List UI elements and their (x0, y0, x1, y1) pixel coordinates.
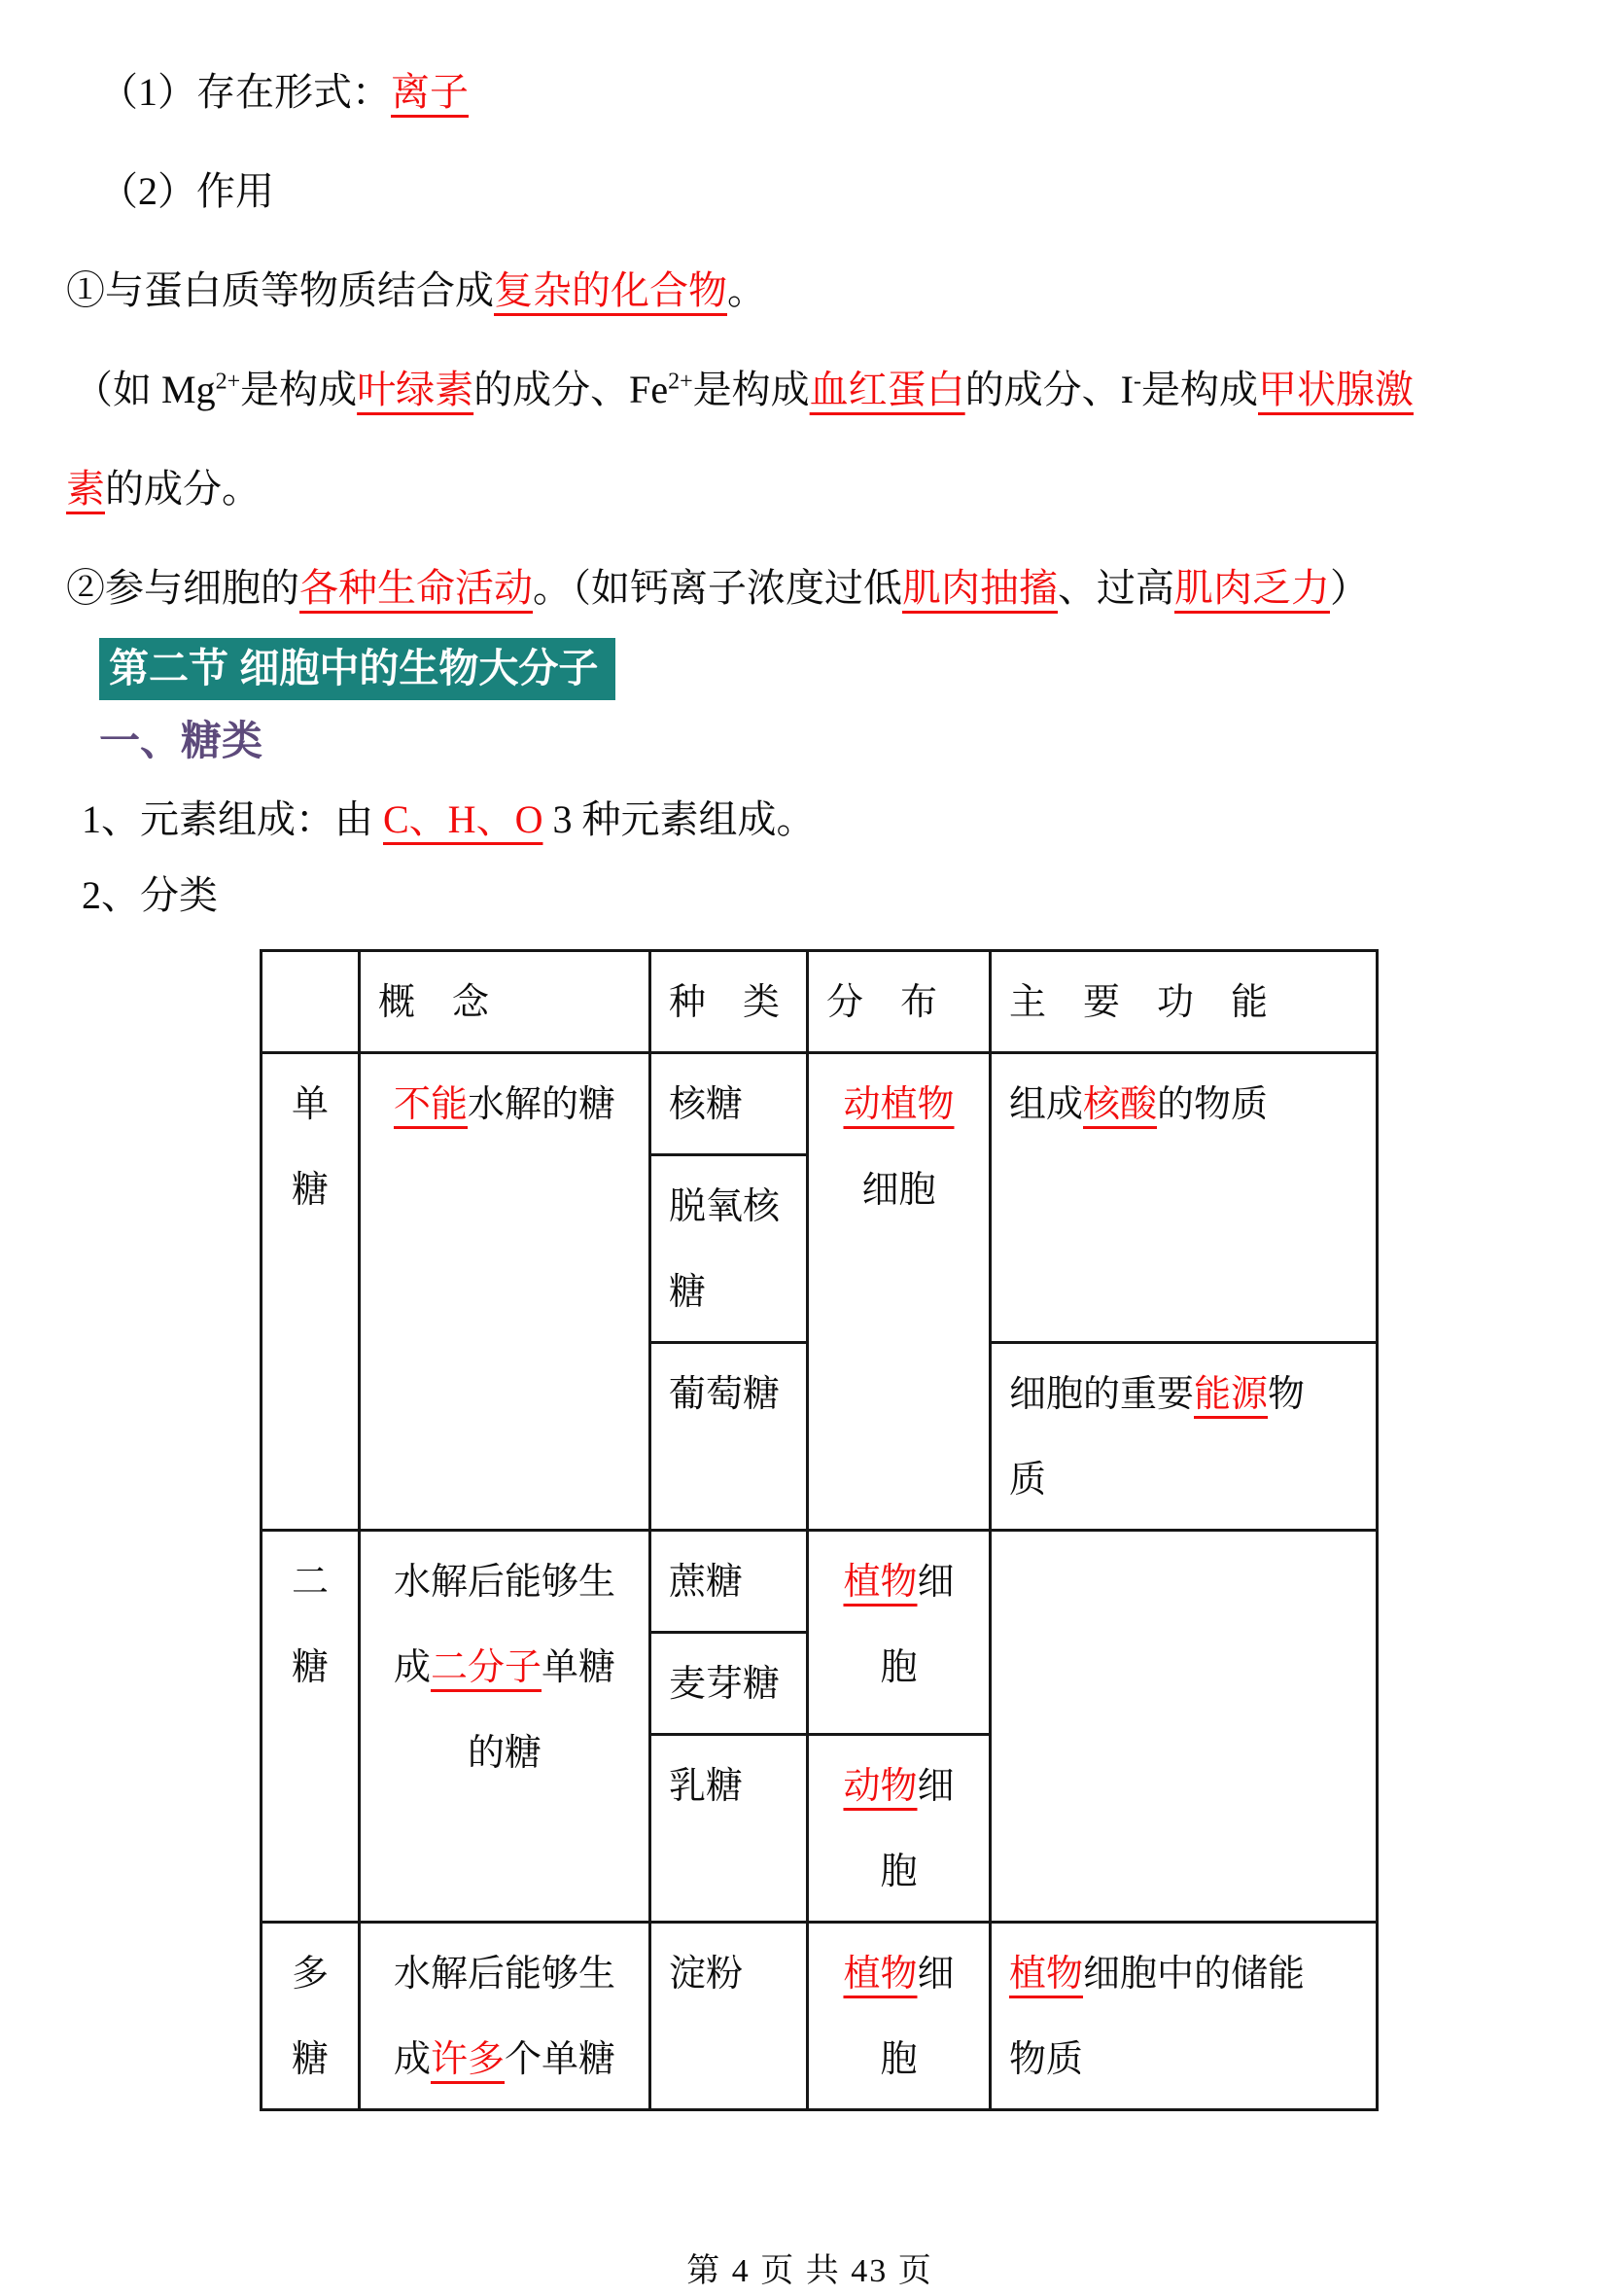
cell-mono-kind-deoxyribose: 脱氧核 糖 (650, 1155, 808, 1343)
table-header-row (262, 951, 1378, 1053)
table-row-polysaccharide-starch (262, 1923, 1378, 2110)
cell-mono-distribution: 动植物 细胞 (808, 1053, 991, 1531)
cell-mono-function-energy: 细胞的重要能源物 质 (991, 1343, 1378, 1531)
page-footer: 第 4 页 共 43 页 (686, 2253, 933, 2289)
section-header-band: 第二节 细胞中的生物大分子 (99, 638, 615, 700)
paragraph-function-heading: （2）作用 (99, 169, 274, 213)
cell-mono-label: 单 糖 (262, 1053, 360, 1531)
cell-di-label: 二 糖 (262, 1531, 360, 1923)
subsection-title-sugars: 一、糖类 (99, 718, 263, 763)
cell-poly-function: 植物细胞中的储能 物质 (991, 1923, 1378, 2110)
cell-di-kind-sucrose: 蔗糖 (650, 1531, 808, 1633)
cell-poly-concept: 水解后能够生 成许多个单糖 (360, 1923, 650, 2110)
cell-poly-distribution: 植物细 胞 (808, 1923, 991, 2110)
paragraph-existence-form: （1）存在形式：离子 (99, 70, 469, 114)
cell-mono-concept: 不能水解的糖 (360, 1053, 650, 1531)
th-kind: 种 类 (650, 951, 808, 1053)
table-row-monosaccharide-ribose (262, 1053, 1378, 1155)
table-row-disaccharide-sucrose (262, 1531, 1378, 1633)
cell-di-distribution-animal: 动物细 胞 (808, 1735, 991, 1923)
carbohydrate-classification-table (260, 949, 1379, 2111)
th-corner (262, 951, 360, 1053)
th-concept: 概 念 (360, 951, 650, 1053)
cell-mono-kind-ribose: 核糖 (650, 1053, 808, 1155)
section-header-wrap (99, 638, 1554, 700)
cell-di-concept: 水解后能够生 成二分子单糖 的糖 (360, 1531, 650, 1923)
th-main-function: 主 要 功 能 (991, 951, 1378, 1053)
cell-mono-function-nucleic: 组成核酸的物质 (991, 1053, 1378, 1343)
paragraph-classification-heading: 2、分类 (82, 873, 218, 917)
paragraph-ion-examples-line1: （如 $Mg^{2+}$是构成叶绿素的成分、$Fe^{2+}$是构成血红蛋白的成分、I-是构成甲状腺激 (74, 368, 1414, 411)
cell-di-function-empty (991, 1531, 1378, 1923)
paragraph-combine-compound: ①与蛋白质等物质结合成复杂的化合物。 (66, 268, 766, 312)
cell-di-kind-lactose: 乳糖 (650, 1735, 808, 1923)
cell-poly-label: 多 糖 (262, 1923, 360, 2110)
paragraph-ion-examples-line2: 素的成分。 (66, 467, 261, 511)
paragraph-element-composition: 1、元素组成：由 C、H、O 3 种元素组成。 (82, 797, 816, 841)
paragraph-life-activities: ②参与细胞的各种生命活动。（如钙离子浓度过低肌肉抽搐、过高肌肉乏力） (66, 566, 1369, 610)
th-distribution: 分 布 (808, 951, 991, 1053)
cell-di-distribution-plant: 植物细 胞 (808, 1531, 991, 1735)
cell-mono-kind-glucose: 葡萄糖 (650, 1343, 808, 1531)
cell-di-kind-maltose: 麦芽糖 (650, 1633, 808, 1735)
cell-poly-kind-starch: 淀粉 (650, 1923, 808, 2110)
